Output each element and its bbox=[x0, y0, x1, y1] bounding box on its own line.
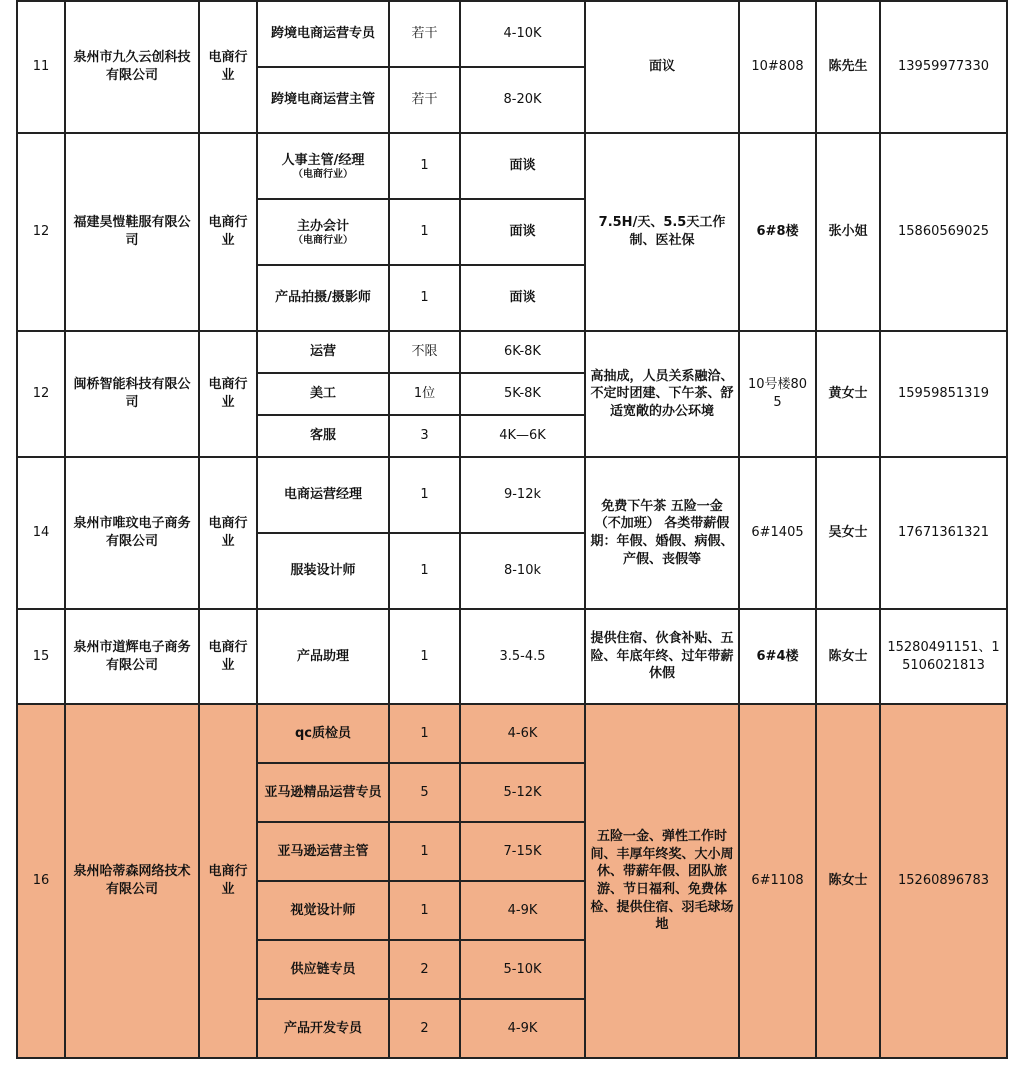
phone: 17671361321 bbox=[880, 457, 1007, 609]
job-salary: 4K—6K bbox=[460, 415, 585, 457]
job-title-note: （电商行业） bbox=[293, 235, 353, 247]
industry: 电商行业 bbox=[199, 1, 257, 133]
address: 6#1108 bbox=[739, 704, 816, 1058]
job-title: 美工 bbox=[257, 373, 389, 415]
job-title: 跨境电商运营主管 bbox=[257, 67, 389, 133]
job-count: 不限 bbox=[389, 331, 460, 373]
job-salary: 7-15K bbox=[460, 822, 585, 881]
company-name: 泉州哈蒂森网络技术有限公司 bbox=[65, 704, 199, 1058]
job-salary: 3.5-4.5 bbox=[460, 609, 585, 704]
company-name: 泉州市九久云创科技有限公司 bbox=[65, 1, 199, 133]
job-count: 若干 bbox=[389, 67, 460, 133]
contact-person: 张小姐 bbox=[816, 133, 880, 331]
industry: 电商行业 bbox=[199, 331, 257, 457]
job-salary: 4-10K bbox=[460, 1, 585, 67]
job-title: 视觉设计师 bbox=[257, 881, 389, 940]
row-number: 11 bbox=[17, 1, 65, 133]
job-count: 1 bbox=[389, 704, 460, 763]
benefits: 提供住宿、伙食补贴、五险、年底年终、过年带薪休假 bbox=[585, 609, 739, 704]
job-count: 1 bbox=[389, 609, 460, 704]
job-title-note: （电商行业） bbox=[293, 169, 353, 181]
industry: 电商行业 bbox=[199, 457, 257, 609]
job-title: 产品助理 bbox=[257, 609, 389, 704]
job-title: 亚马逊运营主管 bbox=[257, 822, 389, 881]
industry: 电商行业 bbox=[199, 609, 257, 704]
address: 10#808 bbox=[739, 1, 816, 133]
contact-person: 陈女士 bbox=[816, 609, 880, 704]
job-count: 若干 bbox=[389, 1, 460, 67]
job-salary: 4-9K bbox=[460, 999, 585, 1058]
phone: 15959851319 bbox=[880, 331, 1007, 457]
job-count: 1 bbox=[389, 457, 460, 533]
phone: 13959977330 bbox=[880, 1, 1007, 133]
job-title bbox=[257, 199, 389, 265]
company-name: 泉州市道辉电子商务有限公司 bbox=[65, 609, 199, 704]
job-salary: 5-12K bbox=[460, 763, 585, 822]
contact-person: 黄女士 bbox=[816, 331, 880, 457]
job-title: 电商运营经理 bbox=[257, 457, 389, 533]
job-title: 客服 bbox=[257, 415, 389, 457]
address: 6#8楼 bbox=[739, 133, 816, 331]
job-salary: 4-9K bbox=[460, 881, 585, 940]
job-count: 1 bbox=[389, 265, 460, 331]
job-title: 跨境电商运营专员 bbox=[257, 1, 389, 67]
job-salary: 面谈 bbox=[460, 133, 585, 199]
job-count: 1 bbox=[389, 881, 460, 940]
job-title: 运营 bbox=[257, 331, 389, 373]
company-name: 闽桥智能科技有限公司 bbox=[65, 331, 199, 457]
contact-person: 陈先生 bbox=[816, 1, 880, 133]
job-count: 2 bbox=[389, 940, 460, 999]
table-row bbox=[17, 133, 1007, 199]
benefits: 面议 bbox=[585, 1, 739, 133]
table-row bbox=[17, 704, 1007, 763]
phone: 15860569025 bbox=[880, 133, 1007, 331]
job-title: 亚马逊精品运营专员 bbox=[257, 763, 389, 822]
job-count: 1 bbox=[389, 199, 460, 265]
company-name: 福建昊愷鞋服有限公司 bbox=[65, 133, 199, 331]
job-salary: 面谈 bbox=[460, 265, 585, 331]
job-listing-table bbox=[16, 0, 1008, 1059]
industry: 电商行业 bbox=[199, 133, 257, 331]
benefits: 7.5H/天、5.5天工作制、医社保 bbox=[585, 133, 739, 331]
job-salary: 6K-8K bbox=[460, 331, 585, 373]
contact-person: 吴女士 bbox=[816, 457, 880, 609]
table-row bbox=[17, 609, 1007, 704]
job-title: 产品开发专员 bbox=[257, 999, 389, 1058]
job-salary: 5K-8K bbox=[460, 373, 585, 415]
job-count: 1位 bbox=[389, 373, 460, 415]
job-salary: 8-10k bbox=[460, 533, 585, 609]
industry: 电商行业 bbox=[199, 704, 257, 1058]
address: 10号楼805 bbox=[739, 331, 816, 457]
table-row bbox=[17, 1, 1007, 67]
job-title bbox=[257, 133, 389, 199]
job-count: 1 bbox=[389, 133, 460, 199]
job-salary: 8-20K bbox=[460, 67, 585, 133]
job-count: 1 bbox=[389, 822, 460, 881]
table-row bbox=[17, 331, 1007, 373]
benefits: 五险一金、弹性工作时间、丰厚年终奖、大小周休、带薪年假、团队旅游、节日福利、免费体检、提供住宿、羽毛球场地 bbox=[585, 704, 739, 1058]
address: 6#4楼 bbox=[739, 609, 816, 704]
job-title: 服装设计师 bbox=[257, 533, 389, 609]
job-salary: 面谈 bbox=[460, 199, 585, 265]
table-row bbox=[17, 457, 1007, 533]
job-count: 3 bbox=[389, 415, 460, 457]
job-title: qc质检员 bbox=[257, 704, 389, 763]
job-count: 2 bbox=[389, 999, 460, 1058]
job-salary: 9-12k bbox=[460, 457, 585, 533]
contact-person: 陈女士 bbox=[816, 704, 880, 1058]
benefits: 高抽成，人员关系融洽、不定时团建、下午茶、舒适宽敞的办公环境 bbox=[585, 331, 739, 457]
phone: 15260896783 bbox=[880, 704, 1007, 1058]
company-name: 泉州市唯玟电子商务有限公司 bbox=[65, 457, 199, 609]
benefits: 免费下午茶 五险一金（不加班） 各类带薪假期：年假、婚假、病假、产假、丧假等 bbox=[585, 457, 739, 609]
row-number: 14 bbox=[17, 457, 65, 609]
job-count: 1 bbox=[389, 533, 460, 609]
job-title-text: 人事主管/经理 bbox=[281, 152, 365, 168]
row-number: 12 bbox=[17, 133, 65, 331]
job-salary: 5-10K bbox=[460, 940, 585, 999]
job-title-text: 主办会计 bbox=[296, 218, 349, 234]
job-title: 产品拍摄/摄影师 bbox=[257, 265, 389, 331]
row-number: 15 bbox=[17, 609, 65, 704]
job-title: 供应链专员 bbox=[257, 940, 389, 999]
row-number: 12 bbox=[17, 331, 65, 457]
job-count: 5 bbox=[389, 763, 460, 822]
row-number: 16 bbox=[17, 704, 65, 1058]
address: 6#1405 bbox=[739, 457, 816, 609]
phone: 15280491151、15106021813 bbox=[880, 609, 1007, 704]
job-salary: 4-6K bbox=[460, 704, 585, 763]
